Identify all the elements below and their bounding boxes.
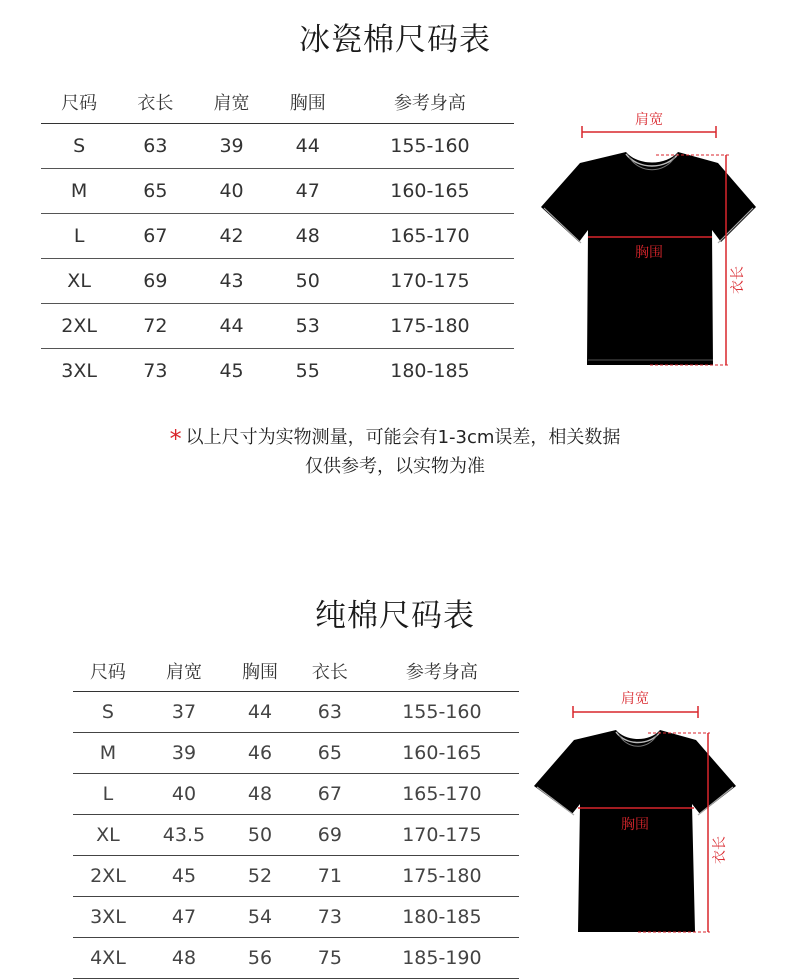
cell-size: M xyxy=(41,169,117,214)
cell-chest: 48 xyxy=(270,214,346,259)
cell-height: 175-180 xyxy=(346,304,514,349)
cell-chest: 47 xyxy=(270,169,346,214)
cell-chest: 55 xyxy=(295,360,320,382)
table-row xyxy=(41,214,514,259)
cell-length: 69 xyxy=(117,259,193,304)
header-size: 尺码 xyxy=(41,80,117,124)
cell-shoulder: 40 xyxy=(193,169,269,214)
cell-shoulder: 39 xyxy=(143,733,225,774)
cell-size: 3XL xyxy=(61,360,97,382)
asterisk-icon: * xyxy=(169,425,182,453)
cell-size: L xyxy=(41,214,117,259)
cell-chest: 44 xyxy=(225,692,295,733)
table-row xyxy=(73,774,519,815)
cell-chest: 54 xyxy=(225,897,295,938)
cell-length: 65 xyxy=(117,169,193,214)
shoulder-label: 肩宽 xyxy=(635,112,663,128)
cell-shoulder: 45 xyxy=(219,360,244,382)
table-row xyxy=(73,733,519,774)
pure-cotton-size-table xyxy=(73,650,519,979)
cell-shoulder: 43.5 xyxy=(143,815,225,856)
ice-cotton-title: 冰瓷棉尺码表 xyxy=(299,22,491,58)
cell-size: 3XL xyxy=(73,897,143,938)
cell-shoulder: 45 xyxy=(143,856,225,897)
cell-length: 73 xyxy=(143,360,168,382)
table-row xyxy=(73,856,519,897)
header-size: 尺码 xyxy=(73,650,143,692)
cell-length: 71 xyxy=(295,856,365,897)
cell-height: 155-160 xyxy=(365,692,519,733)
tshirt-measurement-diagram-2 xyxy=(528,680,748,940)
table-header-row xyxy=(73,650,519,692)
shoulder-label: 肩宽 xyxy=(621,691,649,707)
table-row xyxy=(73,815,519,856)
cell-chest: 53 xyxy=(270,304,346,349)
note-line-1 xyxy=(0,424,790,453)
cell-size: S xyxy=(73,692,143,733)
cell-length: 67 xyxy=(295,774,365,815)
table-row xyxy=(73,938,519,979)
header-height: 参考身高 xyxy=(365,650,519,692)
chest-label: 胸围 xyxy=(621,817,649,833)
header-chest: 胸围 xyxy=(225,650,295,692)
cell-shoulder: 37 xyxy=(143,692,225,733)
pure-cotton-title: 纯棉尺码表 xyxy=(315,598,475,634)
table-row xyxy=(41,349,514,394)
cell-length: 65 xyxy=(295,733,365,774)
cell-height: 165-170 xyxy=(346,214,514,259)
table-row xyxy=(41,304,514,349)
cell-chest: 56 xyxy=(225,938,295,979)
cell-length: 69 xyxy=(295,815,365,856)
header-length: 衣长 xyxy=(117,80,193,124)
cell-length: 67 xyxy=(117,214,193,259)
cell-length: 73 xyxy=(295,897,365,938)
header-height: 参考身高 xyxy=(346,80,514,124)
cell-height: 175-180 xyxy=(365,856,519,897)
cell-chest: 44 xyxy=(270,124,346,169)
cell-shoulder: 47 xyxy=(143,897,225,938)
note-text-1: 以上尺寸为实物测量，可能会有1-3cm误差，相关数据 xyxy=(185,427,621,448)
cell-size: 4XL xyxy=(73,938,143,979)
ice-cotton-size-table xyxy=(41,80,514,393)
shoulder-measure xyxy=(582,112,716,138)
cell-size: L xyxy=(73,774,143,815)
cell-size: XL xyxy=(73,815,143,856)
header-shoulder: 肩宽 xyxy=(143,650,225,692)
cell-size: M xyxy=(73,733,143,774)
cell-length: 75 xyxy=(295,938,365,979)
cell-length: 63 xyxy=(117,124,193,169)
cell-chest: 46 xyxy=(225,733,295,774)
length-label: 衣长 xyxy=(712,836,728,864)
header-shoulder: 肩宽 xyxy=(193,80,269,124)
cell-height: 180-185 xyxy=(390,360,470,382)
table-row xyxy=(41,259,514,304)
table-row xyxy=(41,169,514,214)
cell-size: XL xyxy=(41,259,117,304)
cell-shoulder: 43 xyxy=(193,259,269,304)
table-row xyxy=(41,124,514,169)
table-row xyxy=(73,897,519,938)
cell-size: S xyxy=(41,124,117,169)
cell-height: 165-170 xyxy=(365,774,519,815)
cell-chest: 52 xyxy=(225,856,295,897)
cell-shoulder: 42 xyxy=(193,214,269,259)
header-chest: 胸围 xyxy=(270,80,346,124)
cell-height: 160-165 xyxy=(365,733,519,774)
cell-height: 185-190 xyxy=(365,938,519,979)
chest-label: 胸围 xyxy=(635,245,663,261)
cell-height: 180-185 xyxy=(365,897,519,938)
cell-length: 72 xyxy=(117,304,193,349)
cell-chest: 50 xyxy=(225,815,295,856)
cell-height: 170-175 xyxy=(365,815,519,856)
tshirt-measurement-diagram xyxy=(530,100,780,390)
cell-height: 155-160 xyxy=(346,124,514,169)
cell-chest: 48 xyxy=(225,774,295,815)
shoulder-measure xyxy=(573,691,698,718)
cell-shoulder: 48 xyxy=(143,938,225,979)
cell-height: 170-175 xyxy=(346,259,514,304)
length-label: 衣长 xyxy=(730,266,746,294)
cell-height: 160-165 xyxy=(346,169,514,214)
measurement-note xyxy=(0,424,790,480)
cell-shoulder: 40 xyxy=(143,774,225,815)
table-row xyxy=(73,692,519,733)
cell-size: 2XL xyxy=(41,304,117,349)
note-line-2: 仅供参考，以实物为准 xyxy=(305,456,485,477)
cell-length: 63 xyxy=(295,692,365,733)
cell-size: 2XL xyxy=(73,856,143,897)
cell-shoulder: 44 xyxy=(193,304,269,349)
table-header-row xyxy=(41,80,514,124)
cell-shoulder: 39 xyxy=(193,124,269,169)
cell-chest: 50 xyxy=(270,259,346,304)
header-length: 衣长 xyxy=(295,650,365,692)
